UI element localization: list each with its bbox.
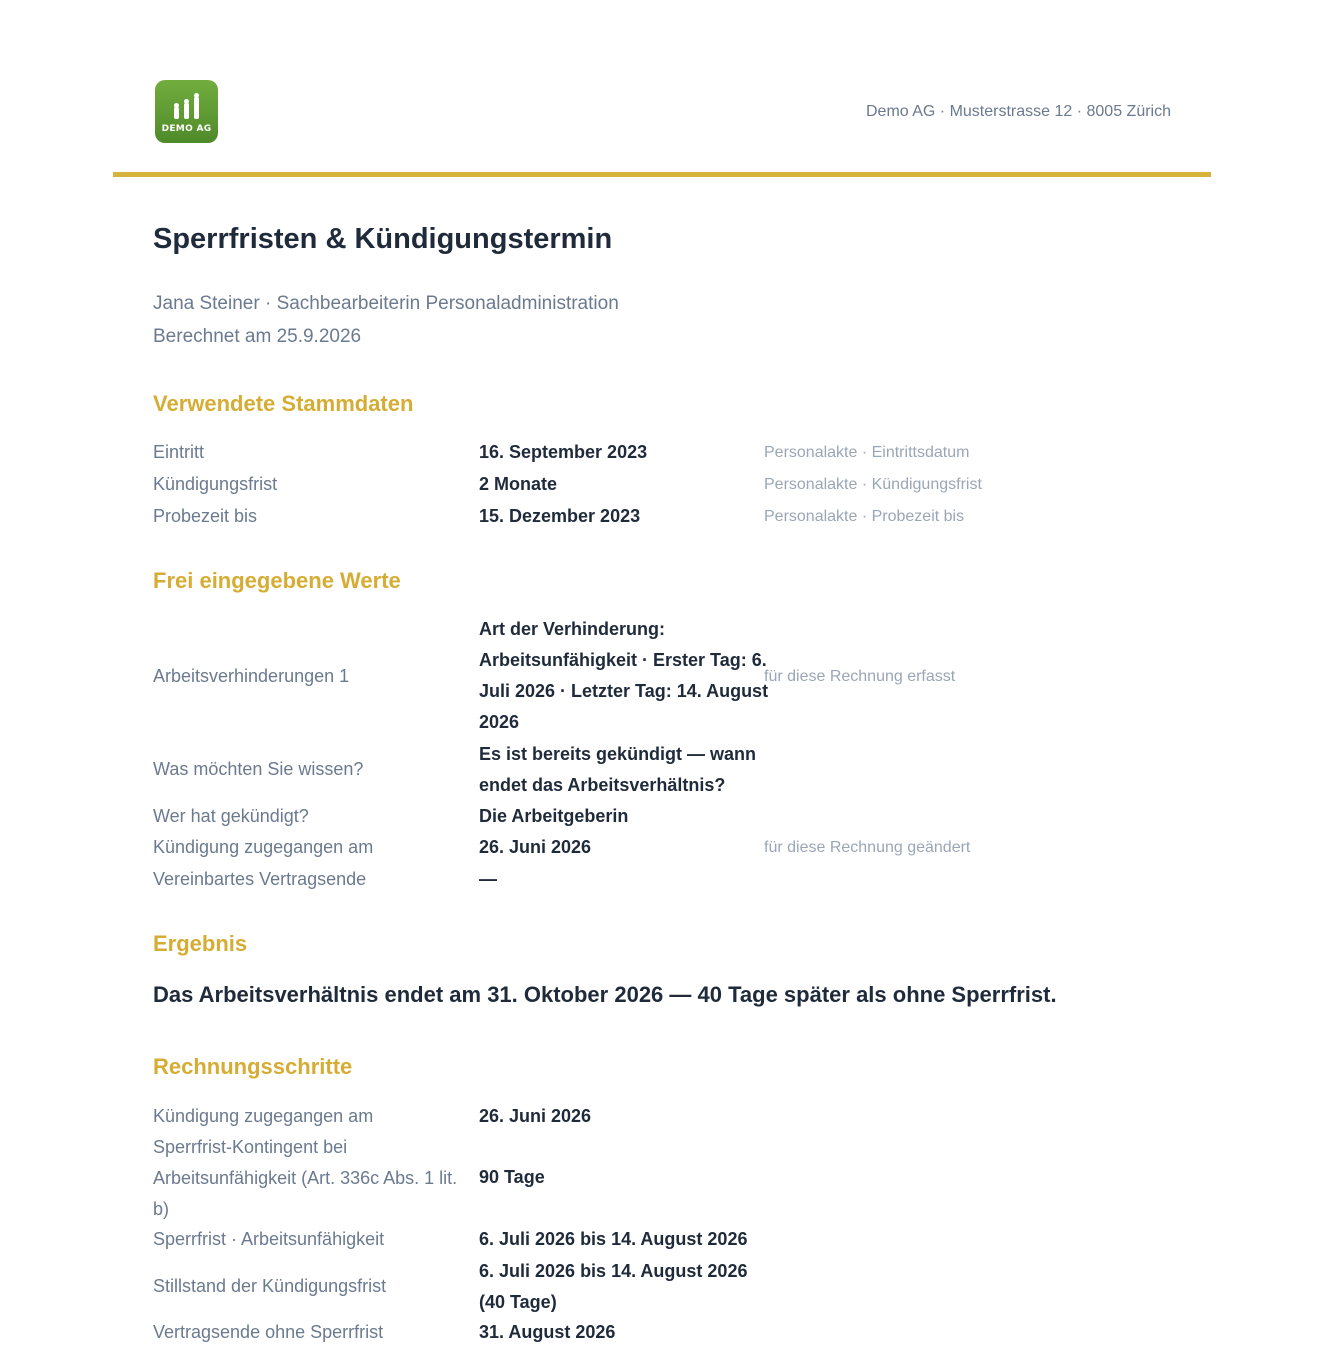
row-value: Die Arbeitgeberin xyxy=(479,806,629,826)
computed-date: Berechnet am 25.9.2026 xyxy=(153,326,362,347)
page-title: Sperrfristen & Kündigungstermin xyxy=(153,223,613,255)
row-label: Eintritt xyxy=(153,442,205,462)
row-source: Personalakte · Eintrittsdatum xyxy=(764,444,970,461)
section-heading-frei: Frei eingegebene Werte xyxy=(153,568,401,593)
section-heading-schritte: Rechnungsschritte xyxy=(153,1054,353,1079)
row-value: 2 Monate xyxy=(479,474,558,494)
row-label: Arbeitsverhinderungen 1 xyxy=(153,666,350,686)
row-label: Wer hat gekündigt? xyxy=(153,806,309,826)
row-value: 26. Juni 2026 xyxy=(479,1106,592,1126)
row-value: 6. Juli 2026 bis 14. August 2026 (40 Tage) xyxy=(479,1261,748,1312)
row-value: Art der Verhinderung: Arbeitsunfähigkeit · Erster Tag: 6. Juli 2026 · Letzter Tag: 14. August 2026 xyxy=(479,619,769,732)
row-source: für diese Rechnung geändert xyxy=(764,839,971,856)
company-address: Demo AG · Musterstrasse 12 · 8005 Zürich xyxy=(866,103,1171,120)
row-label: Probezeit bis xyxy=(153,506,258,526)
row-value: — xyxy=(479,869,497,889)
row-source: für diese Rechnung erfasst xyxy=(764,668,956,685)
result-statement: Das Arbeitsverhältnis endet am 31. Oktober 2026 — 40 Tage später als ohne Sperrfrist. xyxy=(153,982,1057,1007)
row-value: 31. August 2026 xyxy=(479,1322,616,1342)
row-value: 15. Dezember 2023 xyxy=(479,506,641,526)
row-value: Es ist bereits gekündigt — wann endet das Arbeitsverhältnis? xyxy=(479,744,757,795)
row-source: Personalakte · Kündigungsfrist xyxy=(764,476,982,493)
person-line: Jana Steiner · Sachbearbeiterin Personaladministration xyxy=(153,293,619,314)
letterhead xyxy=(113,0,1211,177)
row-label: Kündigungsfrist xyxy=(153,474,278,494)
row-value: 16. September 2023 xyxy=(479,442,648,462)
section-heading-stammdaten: Verwendete Stammdaten xyxy=(153,391,414,416)
row-value: 26. Juni 2026 xyxy=(479,837,592,857)
logo-text: DEMO AG xyxy=(161,124,212,134)
row-label: Vertragsende ohne Sperrfrist xyxy=(153,1322,384,1342)
row-label: Sperrfrist-Kontingent bei Arbeitsunfähigkeit (Art. 336c Abs. 1 lit. b) xyxy=(153,1137,458,1219)
row-label: Stillstand der Kündigungsfrist xyxy=(153,1276,387,1296)
row-label: Kündigung zugegangen am xyxy=(153,837,374,857)
row-source: Personalakte · Probezeit bis xyxy=(764,508,965,525)
company-logo xyxy=(155,80,218,143)
row-label: Was möchten Sie wissen? xyxy=(153,759,364,779)
row-label: Sperrfrist · Arbeitsunfähigkeit xyxy=(153,1229,385,1249)
row-value: 6. Juli 2026 bis 14. August 2026 xyxy=(479,1229,748,1249)
row-label: Vereinbartes Vertragsende xyxy=(153,869,367,889)
header-divider xyxy=(113,172,1211,177)
row-value: 90 Tage xyxy=(479,1167,545,1187)
row-label: Kündigung zugegangen am xyxy=(153,1106,374,1126)
section-heading-ergebnis: Ergebnis xyxy=(153,931,248,956)
